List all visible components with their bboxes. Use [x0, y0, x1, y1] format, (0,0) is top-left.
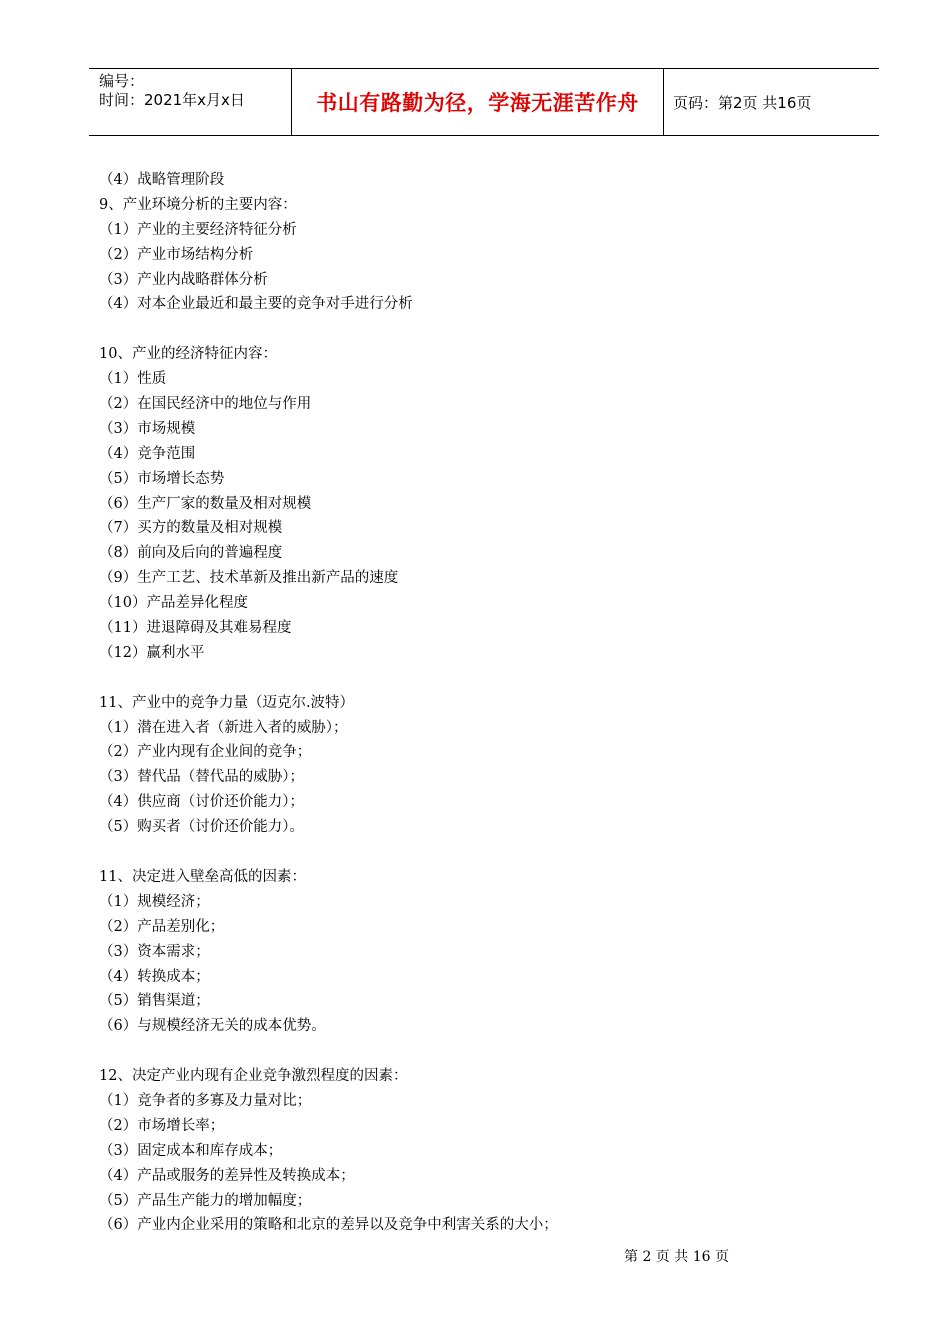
footer-page-number: 第 2 页 共 16 页	[624, 1249, 729, 1265]
text-line: （6）生产厂家的数量及相对规模	[99, 495, 312, 512]
text-line: （4）转换成本；	[99, 968, 210, 985]
text-line: （4）产品或服务的差异性及转换成本；	[99, 1167, 355, 1184]
text-line: （1）产业的主要经济特征分析	[99, 221, 297, 238]
text-line: （3）产业内战略群体分析	[99, 271, 268, 288]
text-line: （12）赢利水平	[99, 644, 205, 661]
text-line: （11）进退障碍及其难易程度	[99, 620, 292, 637]
paragraph-spacer	[99, 317, 859, 342]
text-line: （3）替代品（替代品的威胁）；	[99, 769, 304, 786]
text-line: （3）资本需求；	[99, 943, 210, 960]
text-line: （4）竞争范围	[99, 445, 196, 462]
text-line: （3）市场规模	[99, 420, 196, 437]
text-line: （1）潜在进入者（新进入者的威胁）；	[99, 719, 348, 736]
text-line: 12、决定产业内现有企业竞争激烈程度的因素：	[99, 1068, 408, 1085]
text-line: （2）在国民经济中的地位与作用	[99, 396, 312, 413]
text-line: 11、决定进入壁垒高低的因素：	[99, 868, 306, 885]
text-line: （5）市场增长态势	[99, 470, 225, 487]
header-page-number: 页码：第2页 共16页	[673, 93, 812, 112]
text-line: （3）固定成本和库存成本；	[99, 1142, 283, 1159]
header-meta-cell	[89, 69, 291, 135]
text-line: （6）产业内企业采用的策略和北京的差异以及竞争中利害关系的大小；	[99, 1217, 558, 1234]
text-line: （1）规模经济；	[99, 893, 210, 910]
text-line: （2）市场增长率；	[99, 1117, 225, 1134]
paragraph-spacer	[99, 1039, 859, 1064]
text-line: （9）生产工艺、技术革新及推出新产品的速度	[99, 570, 399, 587]
text-line: （1）竞争者的多寡及力量对比；	[99, 1092, 312, 1109]
text-line: （5）产品生产能力的增加幅度；	[99, 1192, 312, 1209]
text-line: （4）战略管理阶段	[99, 172, 225, 188]
text-line: 11、产业中的竞争力量（迈克尔.波特）	[99, 694, 355, 711]
text-line: （2）产业内现有企业间的竞争；	[99, 744, 312, 761]
text-line: （8）前向及后向的普遍程度	[99, 545, 283, 562]
text-line: （4）供应商（讨价还价能力）；	[99, 794, 304, 811]
text-line: （4）对本企业最近和最主要的竞争对手进行分析	[99, 296, 413, 313]
header-motto: 书山有路勤为径，学海无涯苦作舟	[291, 69, 664, 135]
serial-number-label: 编号：	[99, 72, 145, 90]
text-line: 10、产业的经济特征内容：	[99, 346, 277, 363]
text-line: （5）购买者（讨价还价能力）。	[99, 819, 304, 836]
text-line: （10）产品差异化程度	[99, 595, 248, 612]
paragraph-spacer	[99, 666, 859, 691]
text-line: （1）性质	[99, 371, 167, 388]
date-label: 时间：2021年x月x日	[99, 91, 245, 109]
paragraph-spacer	[99, 840, 859, 865]
text-line: （7）买方的数量及相对规模	[99, 520, 283, 537]
document-body	[99, 168, 859, 1238]
text-line: （2）产品差别化；	[99, 918, 225, 935]
text-line: （5）销售渠道；	[99, 993, 210, 1010]
document-header	[89, 68, 879, 136]
text-line: （2）产业市场结构分析	[99, 246, 254, 263]
text-line: 9、产业环境分析的主要内容：	[99, 196, 297, 213]
text-line: （6）与规模经济无关的成本优势。	[99, 1018, 326, 1035]
